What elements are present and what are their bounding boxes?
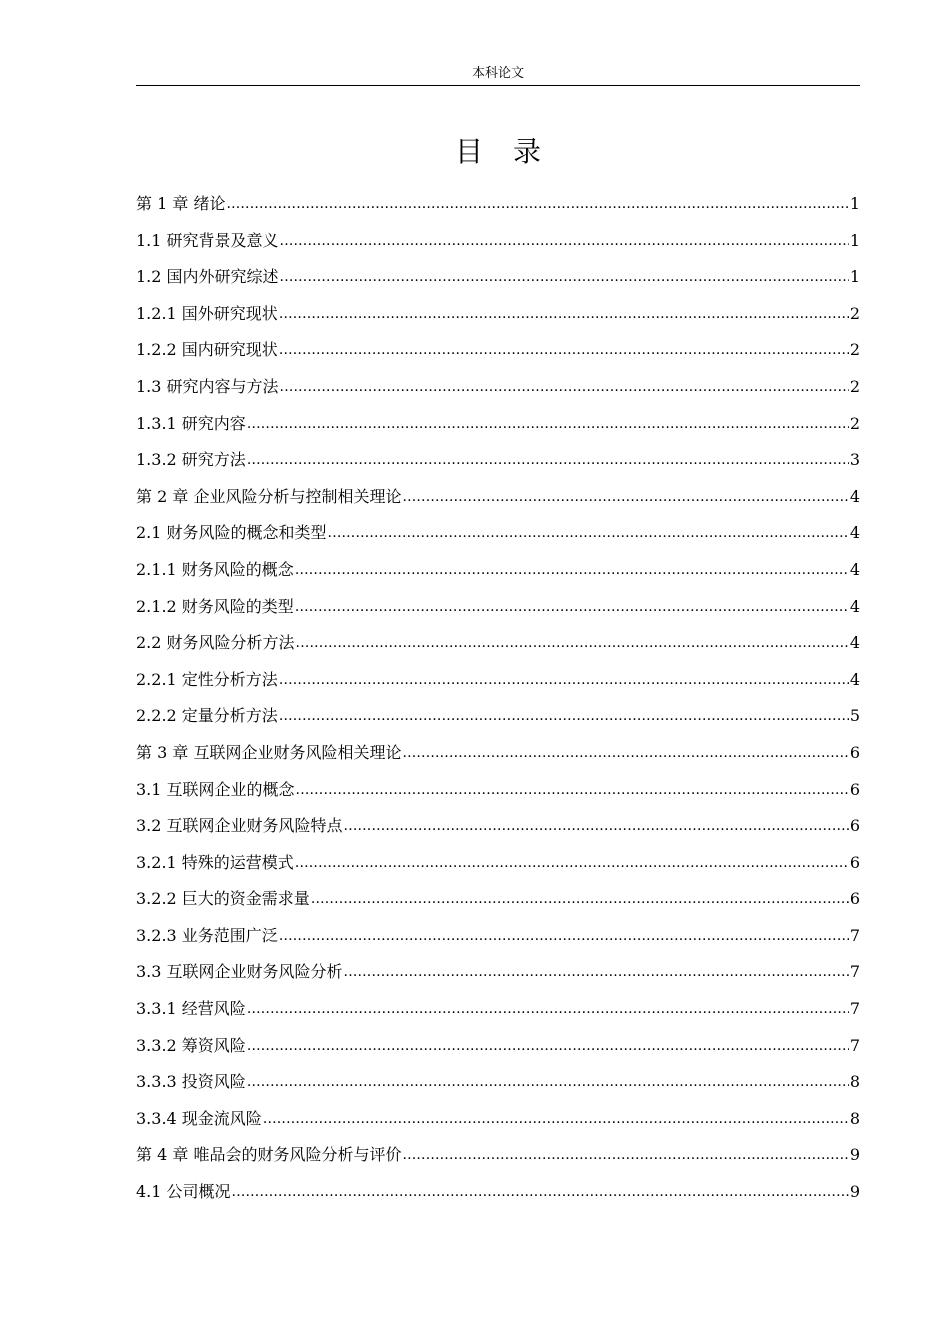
toc-entry-page-number: 5 [849, 706, 860, 726]
toc-entry[interactable] [136, 665, 860, 702]
toc-entry[interactable] [136, 628, 860, 665]
toc-entry-page-number: 4 [849, 596, 860, 616]
toc-entry-page-number: 1 [849, 267, 860, 287]
toc-entry-label: 1.2 国内外研究综述 [136, 267, 279, 287]
toc-entry-label: 3.3.3 投资风险 [136, 1072, 246, 1092]
toc-entry-page-number: 6 [849, 889, 860, 909]
toc-dot-leader [295, 847, 849, 878]
toc-entry-page-number: 9 [849, 1145, 860, 1165]
toc-entry-label: 1.3 研究内容与方法 [136, 376, 279, 396]
toc-entry[interactable] [136, 921, 860, 958]
running-header: 本科论文 [471, 66, 524, 81]
toc-dot-leader [280, 261, 849, 292]
toc-dot-leader [263, 1103, 849, 1134]
toc-dot-leader [279, 700, 849, 731]
header-rule [136, 85, 860, 86]
toc-dot-leader [279, 920, 849, 951]
toc-title: 目录 [454, 135, 571, 168]
toc-entry-label: 1.2.1 国外研究现状 [136, 303, 278, 323]
toc-dot-leader [344, 956, 849, 987]
toc-entry-label: 第 2 章 企业风险分析与控制相关理论 [136, 486, 402, 506]
toc-entry-page-number: 2 [849, 376, 860, 396]
table-of-contents [136, 189, 860, 1214]
toc-entry-label: 3.3.4 现金流风险 [136, 1108, 262, 1128]
toc-entry-label: 3.3.1 经营风险 [136, 999, 246, 1019]
toc-entry[interactable] [136, 848, 860, 885]
toc-entry[interactable] [136, 1104, 860, 1141]
toc-entry-page-number: 7 [849, 962, 860, 982]
toc-entry-label: 1.3.2 研究方法 [136, 450, 246, 470]
toc-entry[interactable] [136, 884, 860, 921]
toc-entry-label: 3.2 互联网企业财务风险特点 [136, 816, 343, 836]
toc-entry[interactable] [136, 262, 860, 299]
toc-entry-page-number: 2 [849, 340, 860, 360]
toc-entry-label: 1.2.2 国内研究现状 [136, 340, 278, 360]
toc-entry[interactable] [136, 811, 860, 848]
toc-entry-page-number: 7 [849, 999, 860, 1019]
toc-entry-page-number: 1 [849, 230, 860, 250]
toc-entry-label: 3.2.3 业务范围广泛 [136, 925, 278, 945]
toc-entry-label: 2.2.1 定性分析方法 [136, 669, 278, 689]
toc-entry-label: 3.3 互联网企业财务风险分析 [136, 962, 343, 982]
toc-entry-label: 2.2.2 定量分析方法 [136, 706, 278, 726]
toc-entry[interactable] [136, 957, 860, 994]
toc-entry-label: 4.1 公司概况 [136, 1182, 231, 1202]
toc-dot-leader [279, 298, 849, 329]
toc-entry[interactable] [136, 299, 860, 336]
toc-entry[interactable] [136, 1067, 860, 1104]
toc-entry[interactable] [136, 738, 860, 775]
toc-entry-page-number: 4 [849, 669, 860, 689]
toc-entry-label: 3.2.1 特殊的运营模式 [136, 852, 294, 872]
toc-dot-leader [328, 517, 849, 548]
toc-dot-leader [279, 334, 849, 365]
toc-entry-page-number: 2 [849, 303, 860, 323]
toc-entry[interactable] [136, 372, 860, 409]
toc-entry[interactable] [136, 482, 860, 519]
toc-dot-leader [247, 993, 849, 1024]
toc-dot-leader [295, 591, 849, 622]
toc-entry-page-number: 7 [849, 925, 860, 945]
toc-dot-leader [402, 737, 848, 768]
toc-dot-leader [295, 554, 849, 585]
toc-entry-page-number: 4 [849, 559, 860, 579]
toc-entry[interactable] [136, 1031, 860, 1068]
toc-entry-label: 2.1 财务风险的概念和类型 [136, 523, 327, 543]
toc-entry-label: 3.2.2 巨大的资金需求量 [136, 889, 310, 909]
toc-entry-label: 2.1.2 财务风险的类型 [136, 596, 294, 616]
toc-entry-page-number: 4 [849, 486, 860, 506]
toc-dot-leader [280, 225, 849, 256]
toc-entry-page-number: 6 [849, 742, 860, 762]
toc-dot-leader [344, 810, 849, 841]
toc-entry-label: 1.3.1 研究内容 [136, 413, 246, 433]
toc-dot-leader [311, 883, 849, 914]
toc-entry-label: 2.2 财务风险分析方法 [136, 633, 295, 653]
toc-entry-page-number: 1 [849, 194, 860, 213]
toc-entry-page-number: 6 [849, 852, 860, 872]
toc-entry-page-number: 8 [849, 1108, 860, 1128]
toc-entry-page-number: 6 [849, 779, 860, 799]
toc-entry-label: 1.1 研究背景及意义 [136, 230, 279, 250]
toc-entry[interactable] [136, 592, 860, 629]
toc-entry[interactable] [136, 189, 860, 226]
toc-dot-leader [402, 481, 848, 512]
toc-dot-leader [247, 408, 849, 439]
toc-dot-leader [247, 444, 849, 475]
toc-entry[interactable] [136, 518, 860, 555]
toc-entry-page-number: 2 [849, 413, 860, 433]
toc-entry[interactable] [136, 1177, 860, 1214]
toc-entry[interactable] [136, 994, 860, 1031]
toc-entry-label: 3.3.2 筹资风险 [136, 1035, 246, 1055]
toc-entry[interactable] [136, 226, 860, 263]
toc-entry-page-number: 4 [849, 633, 860, 653]
toc-entry-label: 3.1 互联网企业的概念 [136, 779, 295, 799]
toc-dot-leader [402, 1139, 848, 1170]
toc-entry[interactable] [136, 409, 860, 446]
toc-entry[interactable] [136, 701, 860, 738]
toc-entry-page-number: 7 [849, 1035, 860, 1055]
toc-dot-leader [280, 371, 849, 402]
toc-entry-page-number: 8 [849, 1072, 860, 1092]
toc-dot-leader [247, 1030, 849, 1061]
toc-entry-page-number: 3 [849, 450, 860, 470]
toc-entry-page-number: 6 [849, 816, 860, 836]
toc-entry-label: 第 3 章 互联网企业财务风险相关理论 [136, 742, 402, 762]
toc-entry[interactable] [136, 1140, 860, 1177]
toc-dot-leader [226, 188, 848, 219]
toc-entry-label: 2.1.1 财务风险的概念 [136, 559, 294, 579]
toc-entry[interactable] [136, 775, 860, 812]
toc-entry-label: 第 1 章 绪论 [136, 194, 226, 213]
toc-dot-leader [279, 664, 849, 695]
toc-entry[interactable] [136, 555, 860, 592]
toc-entry[interactable] [136, 445, 860, 482]
toc-entry[interactable] [136, 335, 860, 372]
toc-dot-leader [247, 1066, 849, 1097]
toc-entry-page-number: 9 [849, 1182, 860, 1202]
toc-dot-leader [296, 774, 849, 805]
toc-dot-leader [232, 1176, 849, 1207]
toc-entry-label: 第 4 章 唯品会的财务风险分析与评价 [136, 1145, 402, 1165]
toc-dot-leader [296, 627, 849, 658]
toc-entry-page-number: 4 [849, 523, 860, 543]
